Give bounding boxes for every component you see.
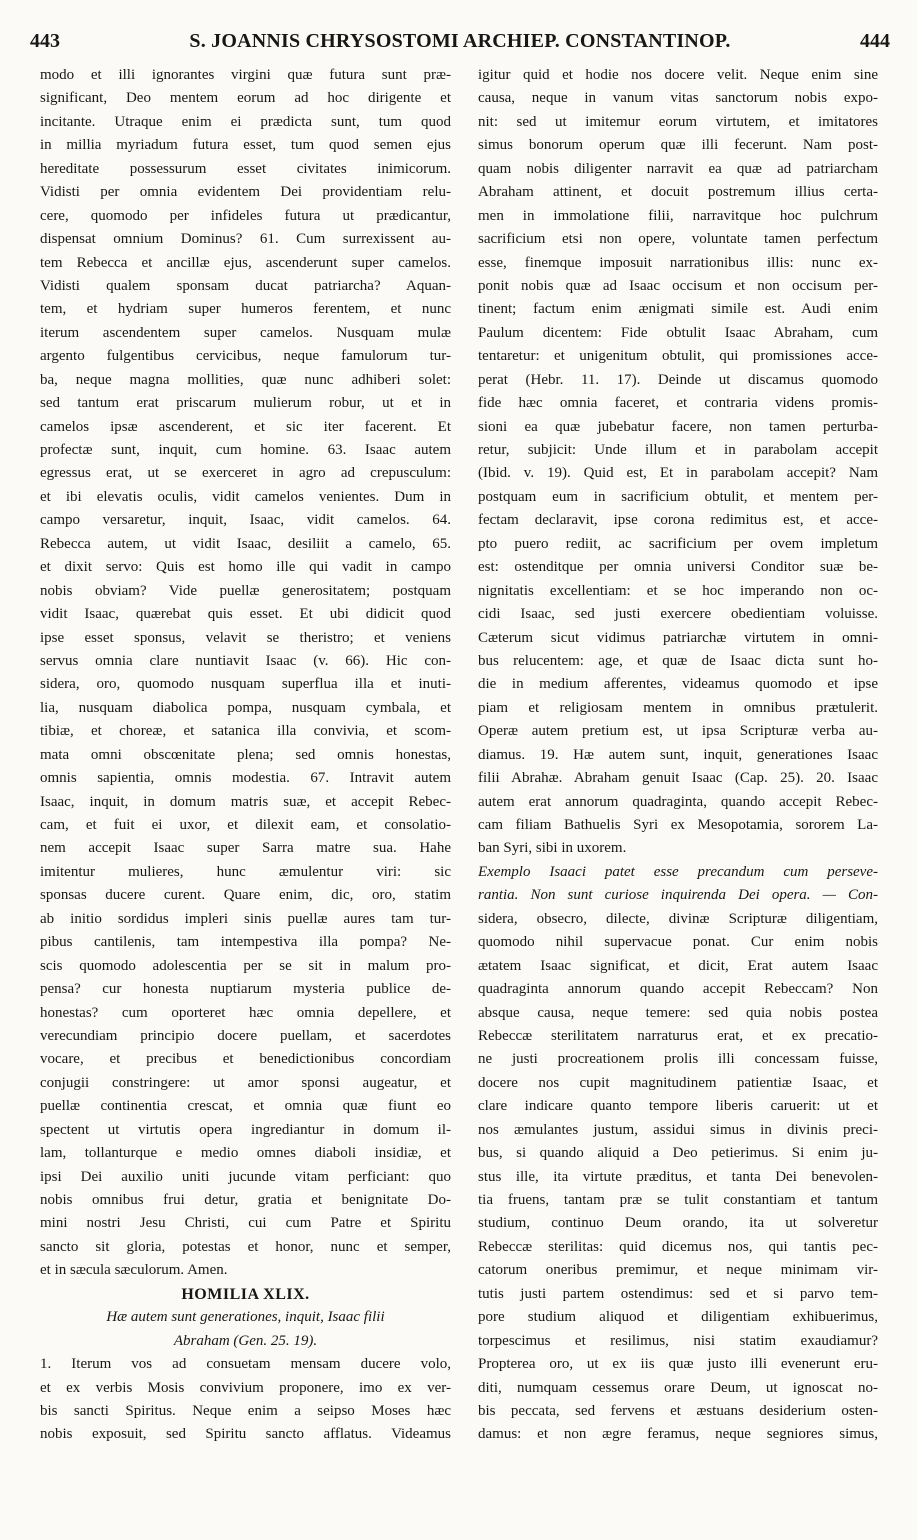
text-line: Operæ autem pretium est, ut ipsa Scripturæ verba au-	[478, 723, 878, 740]
text-line: cere, quomodo per infideles futura ut prædicantur,	[40, 207, 451, 224]
text-line: docere nos cupit magnitudinem patientiæ Isaac, et	[478, 1074, 878, 1091]
text-line: tem, et hydriam super humeros ferentem, et nunc	[40, 301, 451, 318]
text-line: dispensat omnium Dominus? 61. Cum surrexissent au-	[40, 231, 451, 248]
text-line: vocare, et precibus et benedictionibus concordiam	[40, 1051, 451, 1068]
text-line: sacrificium etsi non opere, voluntate tamen perfectum	[478, 231, 878, 248]
text-line: vidit Isaac, quærebat quis esset. Et ubi didicit quod	[40, 606, 451, 623]
text-line: mini nostri Jesu Christi, cui cum Patre et Spiritu	[40, 1215, 451, 1232]
text-line: Rebecca autem, ut vidit Isaac, desiliit a camelo, 65.	[40, 535, 451, 552]
text-line: 1. Iterum vos ad consuetam mensam ducere volo,	[40, 1356, 451, 1373]
running-title: S. JOANNIS CHRYSOSTOMI ARCHIEP. CONSTANTINOP.	[189, 30, 731, 52]
text-line: Rebeccæ sterilitatem narraturus erat, et ex precatio-	[478, 1027, 878, 1044]
text-line: rantia. Non sunt curiose inquirenda Dei opera. — Con-	[478, 887, 878, 904]
homily-subtitle: Hæ autem sunt generationes, inquit, Isaac filii	[106, 1309, 385, 1326]
text-line: omnis sapientia, omnis modestia. 67. Intravit autem	[40, 770, 451, 787]
text-line: fide hæc omnia faceret, et contraria videns promis-	[478, 395, 878, 412]
text-line: ne justi procreationem prolis illi concessam fuisse,	[478, 1051, 878, 1068]
text-line: nobis obviam? Vide puellæ generositatem; postquam	[40, 582, 451, 599]
text-line: tem Rebecca et ancillæ ejus, ascenderunt super camelos.	[40, 254, 451, 271]
text-line: et ex verbis Mosis convivium proponere, imo ex ver-	[40, 1379, 451, 1396]
text-line: lia, nusquam diabolica pompa, nusquam cymbala, et	[40, 699, 451, 716]
text-line: Isaac, inquit, in domum matris suæ, et accepit Rebec-	[40, 793, 451, 810]
text-line: torpescimus et resilimus, nisi statim exaudiamur?	[478, 1332, 878, 1349]
text-line: servus omnia clare nuntiavit Isaac (v. 66). Hic con-	[40, 652, 451, 669]
text-line: piam et religiosam mentem in omnibus prætulerit.	[478, 699, 878, 716]
text-line: lam, tollanturque e medio omnes diaboli insidiæ, et	[40, 1145, 451, 1162]
text-line: nobis omnibus frui detur, gratia et benignitate Do-	[40, 1192, 451, 1208]
text-line: Vidisti qualem sponsam ducat patriarcha? Aquan-	[40, 277, 451, 294]
text-line: cam, et fuit ei uxor, et dilexit eam, et consolatio-	[40, 817, 451, 833]
text-line: ab initio sordidus impleri sinis puellæ aures tam tur-	[40, 910, 451, 927]
text-line: iterum ascendentem super camelos. Nusquam mulæ	[40, 324, 451, 341]
text-line: spectent ut virtutis opera ingrediantur in domum il-	[40, 1121, 451, 1138]
text-line: Paulum dicentem: Fide obtulit Isaac Abraham, cum	[478, 324, 878, 341]
text-line: hereditate possessurum esset civitates inimicorum.	[40, 160, 451, 177]
text-line: nit: sed ut imitemur eorum virtutem, et imitatores	[478, 113, 878, 130]
text-line: ipsi Dei auxilio uniti jucunde vitam perficiant: quo	[40, 1168, 451, 1185]
text-line: conjugii constringere: ut amor sponsi augeatur, et	[40, 1074, 451, 1091]
text-line: et ibi elevatis oculis, vidit camelos venientes. Dum in	[40, 488, 451, 505]
text-line: bis peccata, sed fervens et æstuans desiderium osten-	[478, 1402, 878, 1419]
text-line: egressus erat, ut se exerceret in agro ad crepusculum:	[40, 465, 451, 482]
text-line: igitur quid et hodie nos docere velit. Neque enim sine	[478, 67, 878, 83]
text-line: quam nobis diligenter narravit ea quæ ad patriarcham	[478, 160, 878, 177]
text-line: cidi Isaac, sed justi exercere obedientiam voluisse.	[478, 606, 878, 623]
text-line: sidera, oro, quomodo nusquam superflua illa et inuti-	[40, 676, 451, 693]
text-line: esse, finemque imposuit narrationibus illis: nunc ex-	[478, 254, 878, 271]
text-line: tinent; factum enim ænigmati simile est. Audi enim	[478, 301, 878, 318]
text-line: ætatem Isaac significat, et dicit, Erat autem Isaac	[478, 957, 878, 974]
homily-subtitle: Abraham (Gen. 25. 19).	[173, 1332, 318, 1349]
text-line: bus relucentem: age, et quæ de Isaac dicta sunt ho-	[478, 652, 878, 669]
text-line: ipse esset sponsus, velavit se theristro; et veniens	[40, 629, 451, 646]
text-line: absque causa, neque temere: sed quia nobis postea	[478, 1004, 878, 1021]
text-line: scis quomodo adolescentia per se sit in malum pro-	[40, 957, 451, 974]
text-line: Vidisti per omnia evidentem Dei providentiam relu-	[40, 184, 451, 201]
text-line: sed tantum erat priscarum mulierum robur, ut et in	[40, 395, 451, 412]
text-line: fectam declaravit, ipse corona redimitus est, et acce-	[478, 512, 878, 529]
text-line: men in immolatione filii, narravitque hoc pulchrum	[478, 207, 878, 224]
text-line: tentaretur: et unigenitum obtulit, qui promissiones acce-	[478, 348, 878, 365]
text-line: verecundiam principio docere puellam, et sacerdotes	[40, 1027, 451, 1044]
text-line: quomodo nihil supervacue ponat. Cur enim nobis	[478, 934, 878, 951]
text-line: modo et illi ignorantes virgini quæ futura sunt præ-	[40, 67, 451, 83]
text-line: filii Abrahæ. Abraham genuit Isaac (Cap. 25). 20. Isaac	[478, 770, 878, 787]
text-line: postquam eum in sacrificium obtulit, et mentem per-	[478, 488, 878, 505]
page-number-right: 444	[860, 30, 890, 52]
text-line: in millia myriadum futura esset, tum quod semen ejus	[40, 137, 451, 154]
text-line: tia fruens, tantam præ se tulit constantiam et tantum	[478, 1192, 878, 1208]
text-line: diti, numquam cessemus orare Deum, ut ignoscat no-	[478, 1379, 878, 1396]
text-line: sponsas ducere curent. Quare enim, dic, oro, statim	[40, 887, 451, 904]
text-line: ponit nobis quæ ad Isaac occisum et non occisum per-	[478, 277, 878, 294]
text-line: tutis justi partem ostendimus: sed et si parvo tem-	[478, 1285, 878, 1302]
text-line: incitante. Utraque enim ei prædicta sunt, tum quod	[40, 113, 451, 130]
text-line: campo versaretur, inquit, Isaac, vidit camelos. 64.	[40, 512, 451, 529]
running-header	[30, 30, 890, 60]
text-line: pensa? cur honesta nuptiarum mysteria publice de-	[40, 981, 451, 998]
text-line: nem accepit Isaac super Sarra matre sua. Hahe	[40, 840, 451, 857]
homily-title: HOMILIA XLIX.	[181, 1285, 310, 1303]
text-line: causa, neque in vanum vitas sanctorum nobis expo-	[478, 90, 878, 107]
text-line: retur, subjicit: Unde illum et in parabolam accepit	[478, 442, 878, 458]
text-line: damus: et non ægre feramus, neque segniores simus,	[478, 1426, 878, 1443]
text-line: (Ibid. v. 19). Quid est, Et in parabolam accepit? Nam	[478, 465, 878, 482]
text-line: nos æmulantes justum, assidui simus in divinis preci-	[478, 1121, 878, 1138]
text-line: est: ostenditque per omnia universi Conditor suæ be-	[478, 559, 878, 576]
text-line: cam filiam Bathuelis Syri ex Mesopotamia, sororem La-	[478, 817, 878, 833]
text-line: diamus. 19. Hæ autem sunt, inquit, generationes Isaac	[478, 746, 878, 763]
text-line: studium, continuo Deum orando, ita ut solveretur	[478, 1215, 878, 1232]
right-column	[478, 64, 878, 1447]
text-line: bus, si quando aliquid a Deo petierimus. Si enim ju-	[478, 1145, 878, 1162]
text-line: profectæ sunt, inquit, cum homine. 63. Isaac autem	[40, 442, 451, 458]
text-line: mata omni obscœnitate plena; sed omnis honestas,	[40, 746, 451, 763]
text-line: ban Syri, sibi in uxorem.	[478, 840, 627, 857]
text-line: Rebeccæ sterilitas: quid dicemus nos, qui tantis pec-	[478, 1238, 878, 1255]
text-line: pibus cantilenis, tam intempestiva illa pompa? Ne-	[40, 934, 451, 951]
text-line: sancto sit gloria, potestas et honor, nunc et semper,	[40, 1238, 451, 1255]
text-line: stus ille, ita virtute præditus, et tanta Dei benevolen-	[478, 1168, 878, 1185]
text-line: nignitatis excellentiam: et se hoc imperando non oc-	[478, 582, 878, 599]
text-line: clare indicare quanto tempore liberis caruerit: ut et	[478, 1098, 878, 1115]
text-line: argento fulgentibus cervicibus, neque famulorum tur-	[40, 348, 451, 365]
text-line: ba, neque magna mollities, quæ nunc adhiberi solet:	[40, 371, 451, 388]
text-line: et dixit servo: Quis est homo ille qui vadit in campo	[40, 559, 451, 576]
text-line: Abraham attinent, et docuit postremum illius certa-	[478, 184, 878, 201]
text-line: puellæ continentia crescat, et omnia quæ fiunt eo	[40, 1098, 451, 1115]
page-number-left: 443	[30, 30, 60, 52]
text-line: quadraginta annorum quando accepit Rebeccam? Non	[478, 981, 878, 998]
text-line: imitentur mulieres, hunc æmulentur viri: sic	[40, 863, 451, 880]
text-line: significant, Deo mentem eorum ad hoc dirigente et	[40, 90, 451, 107]
text-line: nobis exposuit, sed Spiritu sancto afflatus. Videamus	[40, 1426, 451, 1443]
text-line: et in sæcula sæculorum. Amen.	[40, 1262, 228, 1279]
text-line: sidera, obsecro, dilecte, divinæ Scripturæ diligentiam,	[478, 910, 878, 927]
text-line: pore studium aliquod et diligentiam exhibuerimus,	[478, 1309, 878, 1326]
left-column	[40, 64, 451, 1447]
text-line: honestas? cum oporteret hæc omnia depellere, et	[40, 1004, 451, 1021]
text-line: Propterea oro, ut ex iis quæ justo illi evenerunt eru-	[478, 1356, 878, 1373]
text-line: Exemplo Isaaci patet esse precandum cum perseve-	[478, 863, 878, 880]
text-line: pto puero rediit, ac sacrificium per ovem impletum	[478, 535, 878, 552]
text-line: simus bonorum operum quæ illi fecerunt. Nam post-	[478, 137, 878, 154]
text-line: sioni ea quæ jubebatur facere, non tamen perturba-	[478, 418, 878, 435]
text-line: camelos ipsæ ascenderent, et sic iter facerent. Et	[40, 418, 451, 435]
text-line: bis sancti Spiritus. Neque enim a seipso Moses hæc	[40, 1402, 451, 1419]
text-line: tibiæ, et choreæ, et satanica illa convivia, et scom-	[40, 723, 451, 740]
text-line: Cæterum sicut vidimus patriarchæ virtutem in omni-	[478, 629, 878, 646]
text-line: die in medium afferentes, videamus quomodo et ipse	[478, 676, 878, 693]
text-line: autem erat annorum quadraginta, quando accepit Rebec-	[478, 793, 878, 810]
text-line: catorum oneribus premimur, et neque minimam vir-	[478, 1262, 878, 1279]
text-line: perat (Hebr. 11. 17). Deinde ut discamus quomodo	[478, 371, 878, 388]
